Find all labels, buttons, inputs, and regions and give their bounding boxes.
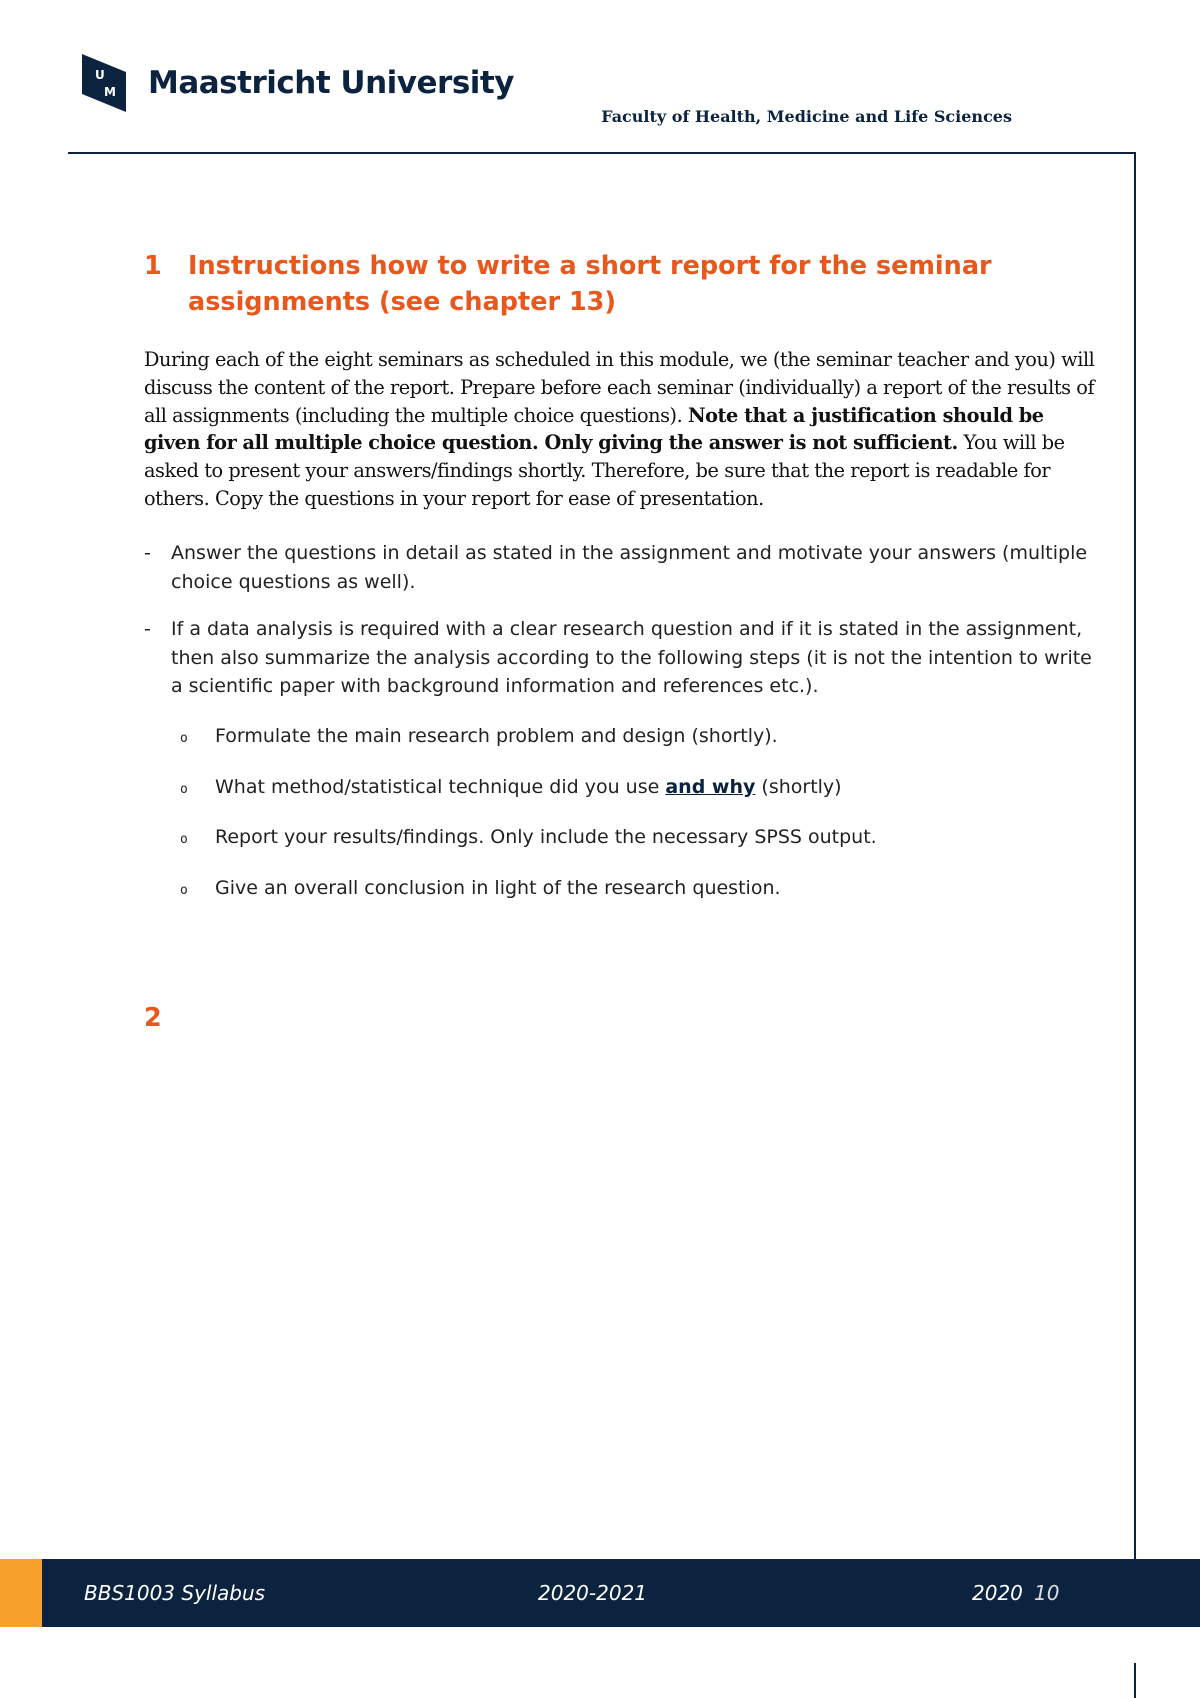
- right-margin-rule: [1134, 152, 1136, 1559]
- circle-bullet-icon: o: [180, 883, 188, 898]
- intro-bold-note: Note that a justification should be given for all multiple choice question. Only giving the answer is not sufficient.: [144, 403, 1044, 455]
- footer-year: 2020-2021: [538, 1581, 648, 1605]
- intro-text-1: During each of the eight seminars as scheduled in this module, we (the seminar teacher and you) will discuss the content of the report. Prepare before each seminar (individually) a report of the results of all assignments (including the multiple choice questions).: [144, 348, 1095, 427]
- circle-bullet-icon: o: [180, 731, 188, 746]
- bullet-data-analysis: If a data analysis is required with a clear research question and if it is stated in the assignment, then also summarize the analysis according to the following steps (it is not the intention to write a scientific paper with background information and references etc.).: [171, 618, 1092, 697]
- step-method-emphasis: and why: [665, 776, 756, 798]
- um-logo-icon: [82, 54, 126, 112]
- page-footer: [0, 1559, 1200, 1627]
- section-2-number: 2: [144, 1003, 162, 1033]
- university-name: Maastricht University: [148, 65, 514, 101]
- step-method-suffix: (shortly): [755, 776, 842, 798]
- svg-text:M: M: [104, 85, 116, 99]
- step-conclusion: Give an overall conclusion in light of the research question.: [215, 877, 781, 899]
- list-item: [180, 722, 778, 753]
- step-method: [215, 773, 842, 801]
- intro-text-2: You will be asked to present your answers/findings shortly. Therefore, be sure that the report is readable for others. Copy the questions in your report for ease of presentation.: [144, 431, 1065, 510]
- step-method-text: What method/statistical technique did you use: [215, 776, 666, 798]
- right-margin-rule-bottom: [1134, 1663, 1136, 1698]
- list-item: [144, 615, 1101, 701]
- list-item: [180, 874, 781, 905]
- section-1-heading: [144, 248, 1048, 320]
- faculty-name: Faculty of Health, Medicine and Life Sciences: [601, 107, 1012, 126]
- footer-year-right: 2020: [972, 1581, 1023, 1605]
- section-1-title: Instructions how to write a short report for the seminar assignments (see chapter 13): [188, 251, 992, 317]
- dash-bullet-icon: -: [144, 542, 151, 564]
- footer-course: BBS1003 Syllabus: [84, 1581, 266, 1605]
- list-item: [180, 773, 842, 804]
- university-logo: [82, 54, 514, 112]
- step-results: Report your results/findings. Only include the necessary SPSS output.: [215, 826, 877, 848]
- bullet-answer-questions: Answer the questions in detail as stated in the assignment and motivate your answers (multiple choice questions as well).: [171, 542, 1088, 593]
- footer-page-number: 10: [1034, 1581, 1060, 1605]
- section-1-number: 1: [144, 251, 162, 281]
- circle-bullet-icon: o: [180, 782, 188, 797]
- dash-bullet-icon: -: [144, 618, 151, 640]
- list-item: [144, 539, 1101, 596]
- list-item: [180, 823, 877, 854]
- circle-bullet-icon: o: [180, 832, 188, 847]
- footer-accent-bar: [0, 1559, 42, 1627]
- header-rule: [68, 152, 1136, 154]
- step-research-problem: Formulate the main research problem and design (shortly).: [215, 725, 778, 747]
- svg-text:U: U: [95, 68, 105, 82]
- intro-paragraph: [144, 346, 1104, 513]
